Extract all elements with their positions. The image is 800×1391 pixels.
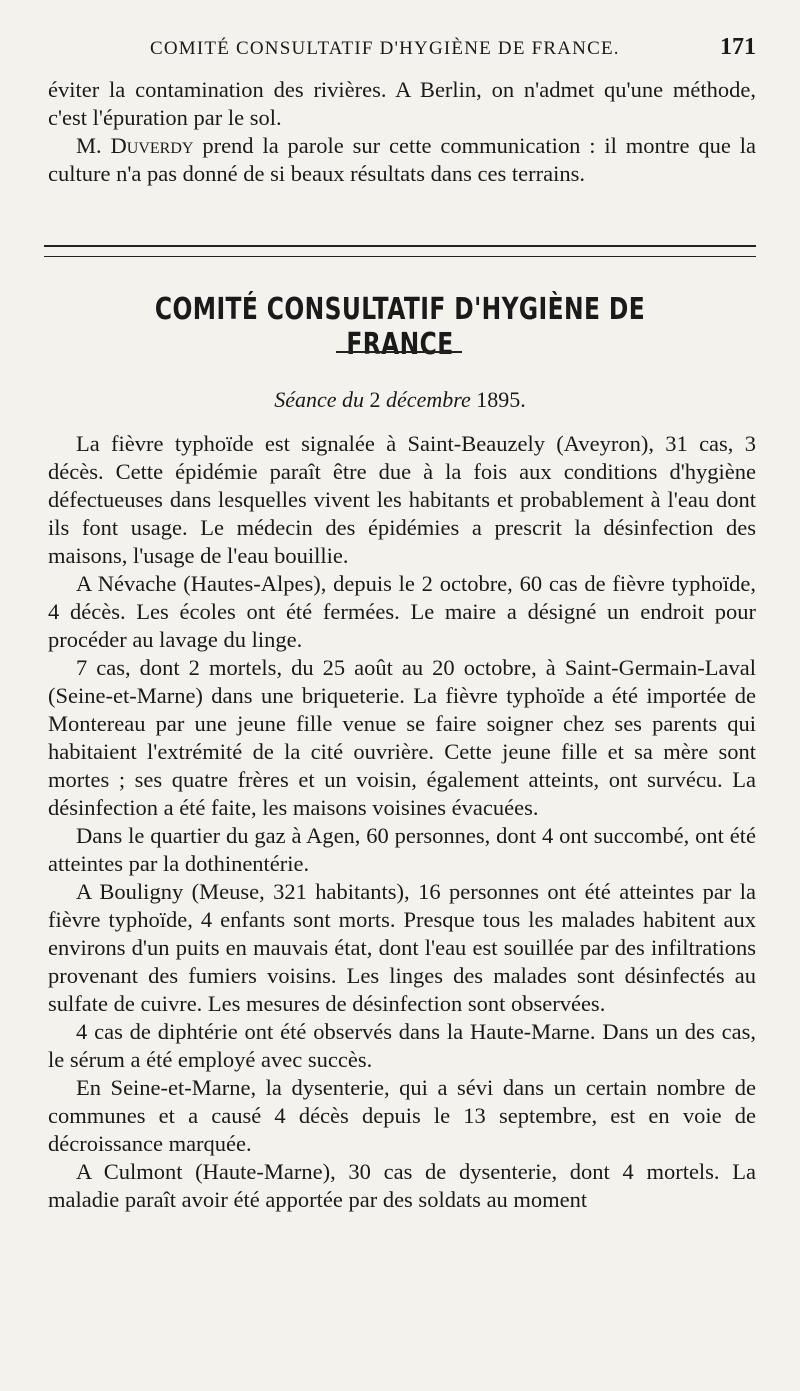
short-rule [336, 351, 462, 353]
page-number: 171 [720, 34, 756, 60]
intro-paragraph-2 [48, 132, 756, 188]
intro-paragraph-2-text: prend la parole sur cette communication : il montre que la culture n'a pas donné de si beaux résultats dans ces terrains. [48, 133, 756, 186]
seance-date [44, 387, 756, 413]
running-header [60, 34, 756, 68]
double-rule-divider [44, 245, 756, 257]
paragraph-diphterie: 4 cas de diphtérie ont été observés dans la Haute-Marne. Dans un des cas, le sérum a été employé avec succès. [48, 1019, 756, 1072]
seance-month: décembre [386, 387, 471, 412]
paragraph-bouligny: A Bouligny (Meuse, 321 habitants), 16 personnes ont été atteintes par la fièvre typhoïde, 4 enfants sont morts. Presque tous les malades habitent aux environs d'un puits en mauvais état, dont l'eau est souillée par des infiltrations provenant des fumiers voisins. Les linges des malades sont désinfectés au sulfate de cuivre. Les mesures de désinfection sont observées. [48, 879, 756, 1016]
running-title: COMITÉ CONSULTATIF D'HYGIÈNE DE FRANCE. [150, 38, 620, 59]
intro-paragraph-1: éviter la contamination des rivières. A Berlin, on n'admet qu'une méthode, c'est l'épuration par le sol. [48, 77, 756, 130]
speaker-name: M. Duverdy [76, 133, 194, 158]
section-title: COMITÉ CONSULTATIF D'HYGIÈNE DE FRANCE [154, 292, 646, 362]
intro-text [48, 76, 756, 188]
paragraph-agen: Dans le quartier du gaz à Agen, 60 personnes, dont 4 ont succombé, ont été atteintes par la dothinentérie. [48, 823, 756, 876]
paragraph-nevache: A Névache (Hautes-Alpes), depuis le 2 octobre, 60 cas de fièvre typhoïde, 4 décès. Les écoles ont été fermées. Le maire a désigné un endroit pour procéder au lavage du linge. [48, 571, 756, 652]
main-text [48, 430, 756, 1214]
paragraph-saint-beauzely: La fièvre typhoïde est signalée à Saint-Beauzely (Aveyron), 31 cas, 3 décès. Cette épidémie paraît être due à la fois aux conditions d'hygiène défectueuses dans lesquelles vivent les habitants et probablement à l'eau dont ils font usage. Le médecin des épidémies a prescrit la désinfection des maisons, l'usage de l'eau bouillie. [48, 431, 756, 568]
paragraph-culmont: A Culmont (Haute-Marne), 30 cas de dysenterie, dont 4 mortels. La maladie paraît avoir été apportée par des soldats au moment [48, 1159, 756, 1212]
paragraph-seine-et-marne: En Seine-et-Marne, la dysenterie, qui a sévi dans un certain nombre de communes et a causé 4 décès depuis le 13 septembre, est en voie de décroissance marquée. [48, 1075, 756, 1156]
seance-label: Séance du [274, 387, 365, 412]
paragraph-saint-germain-laval: 7 cas, dont 2 mortels, du 25 août au 20 octobre, à Saint-Germain-Laval (Seine-et-Marne) dans une briqueterie. La fièvre typhoïde a été importée de Montereau par une jeune fille venue se faire soigner chez ses parents qui habitaient l'extrémité de la cité ouvrière. Cette jeune fille et sa mère sont mortes ; ses quatre frères et un voisin, également atteints, ont survécu. La désinfection a été faite, les maisons voisines évacuées. [48, 655, 756, 820]
seance-year: 1895. [476, 387, 526, 412]
seance-day: 2 [369, 387, 381, 412]
